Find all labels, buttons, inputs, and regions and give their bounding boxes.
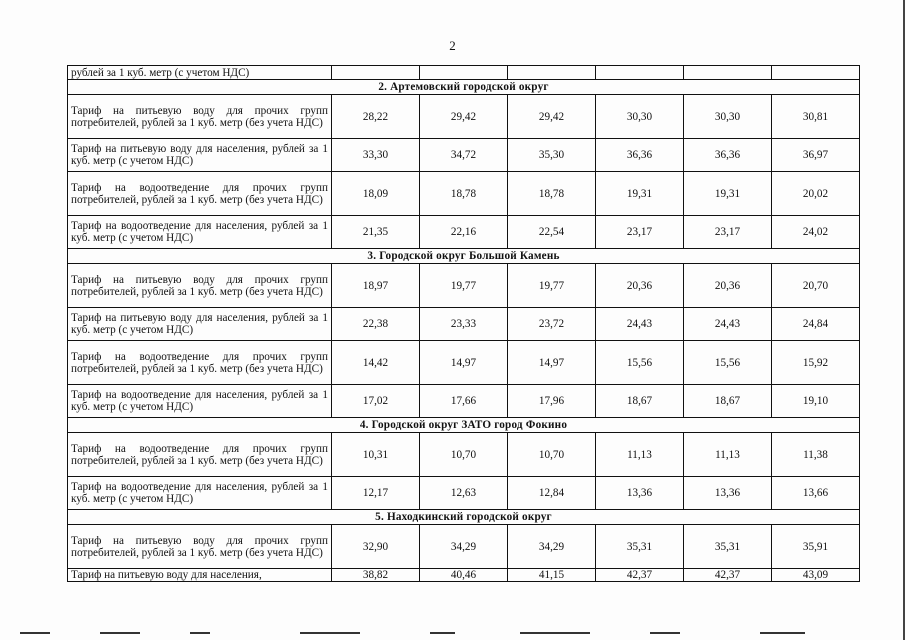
row-label: Тариф на питьевую воду для населения, xyxy=(68,569,332,582)
table-row xyxy=(68,385,860,418)
row-label: Тариф на питьевую воду для прочих групп потребителей, рублей за 1 куб. метр (без учета НДС) xyxy=(68,95,332,139)
empty-cell xyxy=(596,66,684,80)
table-row xyxy=(68,433,860,477)
tariff-value-cell: 15,56 xyxy=(596,341,684,385)
tariff-value-cell: 24,84 xyxy=(772,308,860,341)
row-label: Тариф на водоотведение для населения, рублей за 1 куб. метр (с учетом НДС) xyxy=(68,385,332,418)
tariff-value-cell: 24,43 xyxy=(684,308,772,341)
row-label: Тариф на водоотведение для прочих групп потребителей, рублей за 1 куб. метр (без учета НДС) xyxy=(68,433,332,477)
tariff-value-cell: 10,70 xyxy=(420,433,508,477)
tariff-value-cell: 24,02 xyxy=(772,216,860,249)
section-title: 3. Городской округ Большой Камень xyxy=(68,249,860,264)
section-header-row xyxy=(68,249,860,264)
row-label: Тариф на питьевую воду для прочих групп потребителей, рублей за 1 куб. метр (без учета НДС) xyxy=(68,264,332,308)
table-row xyxy=(68,264,860,308)
tariff-value-cell: 17,66 xyxy=(420,385,508,418)
tariff-value-cell: 22,38 xyxy=(332,308,420,341)
empty-cell xyxy=(332,66,420,80)
tariff-value-cell: 18,78 xyxy=(420,172,508,216)
tariff-value-cell: 34,72 xyxy=(420,139,508,172)
section-header-row xyxy=(68,510,860,525)
tariff-value-cell: 40,46 xyxy=(420,569,508,582)
tariff-value-cell: 23,17 xyxy=(596,216,684,249)
tariff-value-cell: 34,29 xyxy=(508,525,596,569)
section-title: 5. Находкинский городской округ xyxy=(68,510,860,525)
tariff-value-cell: 42,37 xyxy=(596,569,684,582)
tariff-value-cell: 13,36 xyxy=(596,477,684,510)
tariff-value-cell: 35,31 xyxy=(684,525,772,569)
tariff-value-cell: 22,54 xyxy=(508,216,596,249)
tariff-value-cell: 12,63 xyxy=(420,477,508,510)
tariff-value-cell: 18,97 xyxy=(332,264,420,308)
tariff-value-cell: 11,38 xyxy=(772,433,860,477)
tariff-value-cell: 20,36 xyxy=(596,264,684,308)
tariff-table xyxy=(67,65,860,582)
table-row xyxy=(68,477,860,510)
tariff-value-cell: 14,97 xyxy=(420,341,508,385)
tariff-value-cell: 42,37 xyxy=(684,569,772,582)
tariff-value-cell: 15,56 xyxy=(684,341,772,385)
tariff-value-cell: 36,36 xyxy=(684,139,772,172)
tariff-value-cell: 20,36 xyxy=(684,264,772,308)
empty-cell xyxy=(508,66,596,80)
row-label: Тариф на водоотведение для прочих групп потребителей, рублей за 1 куб. метр (без учета НДС) xyxy=(68,172,332,216)
page-number: 2 xyxy=(449,38,456,53)
tariff-value-cell: 20,70 xyxy=(772,264,860,308)
row-label: Тариф на питьевую воду для населения, рублей за 1 куб. метр (с учетом НДС) xyxy=(68,139,332,172)
tariff-value-cell: 35,91 xyxy=(772,525,860,569)
tariff-value-cell: 18,09 xyxy=(332,172,420,216)
tariff-value-cell: 29,42 xyxy=(420,95,508,139)
tariff-value-cell: 19,31 xyxy=(684,172,772,216)
tariff-value-cell: 32,90 xyxy=(332,525,420,569)
section-header-row xyxy=(68,80,860,95)
tariff-value-cell: 24,43 xyxy=(596,308,684,341)
table-row xyxy=(68,569,860,582)
tariff-value-cell: 29,42 xyxy=(508,95,596,139)
section-header-row xyxy=(68,418,860,433)
tariff-value-cell: 18,67 xyxy=(596,385,684,418)
tariff-value-cell: 19,77 xyxy=(508,264,596,308)
tariff-value-cell: 14,97 xyxy=(508,341,596,385)
tariff-value-cell: 21,35 xyxy=(332,216,420,249)
empty-cell xyxy=(420,66,508,80)
tariff-value-cell: 35,31 xyxy=(596,525,684,569)
row-label: Тариф на питьевую воду для населения, рублей за 1 куб. метр (с учетом НДС) xyxy=(68,308,332,341)
tariff-value-cell: 12,17 xyxy=(332,477,420,510)
tariff-value-cell: 17,02 xyxy=(332,385,420,418)
row-label: Тариф на водоотведение для населения, рублей за 1 куб. метр (с учетом НДС) xyxy=(68,477,332,510)
tariff-value-cell: 30,30 xyxy=(684,95,772,139)
tariff-value-cell: 11,13 xyxy=(684,433,772,477)
tariff-value-cell: 22,16 xyxy=(420,216,508,249)
table-row xyxy=(68,95,860,139)
table-row xyxy=(68,341,860,385)
tariff-value-cell: 23,33 xyxy=(420,308,508,341)
tariff-value-cell: 10,31 xyxy=(332,433,420,477)
tariff-value-cell: 17,96 xyxy=(508,385,596,418)
tariff-value-cell: 28,22 xyxy=(332,95,420,139)
scan-edge-marks xyxy=(0,632,905,636)
tariff-value-cell: 38,82 xyxy=(332,569,420,582)
tariff-value-cell: 23,72 xyxy=(508,308,596,341)
empty-cell xyxy=(684,66,772,80)
tariff-value-cell: 12,84 xyxy=(508,477,596,510)
table-row xyxy=(68,308,860,341)
row-label: рублей за 1 куб. метр (с учетом НДС) xyxy=(68,66,332,80)
tariff-value-cell: 36,36 xyxy=(596,139,684,172)
tariff-value-cell: 15,92 xyxy=(772,341,860,385)
tariff-value-cell: 10,70 xyxy=(508,433,596,477)
tariff-value-cell: 34,29 xyxy=(420,525,508,569)
table-row xyxy=(68,172,860,216)
tariff-value-cell: 35,30 xyxy=(508,139,596,172)
section-title: 4. Городской округ ЗАТО город Фокино xyxy=(68,418,860,433)
empty-cell xyxy=(772,66,860,80)
tariff-value-cell: 19,10 xyxy=(772,385,860,418)
table-row xyxy=(68,139,860,172)
tariff-value-cell: 19,77 xyxy=(420,264,508,308)
tariff-value-cell: 18,78 xyxy=(508,172,596,216)
tariff-value-cell: 20,02 xyxy=(772,172,860,216)
row-label: Тариф на водоотведение для прочих групп потребителей, рублей за 1 куб. метр (без учета НДС) xyxy=(68,341,332,385)
tariff-value-cell: 43,09 xyxy=(772,569,860,582)
tariff-value-cell: 30,81 xyxy=(772,95,860,139)
tariff-value-cell: 11,13 xyxy=(596,433,684,477)
tariff-value-cell: 33,30 xyxy=(332,139,420,172)
tariff-value-cell: 19,31 xyxy=(596,172,684,216)
row-label: Тариф на питьевую воду для прочих групп потребителей, рублей за 1 куб. метр (без учета НДС) xyxy=(68,525,332,569)
row-label: Тариф на водоотведение для населения, рублей за 1 куб. метр (с учетом НДС) xyxy=(68,216,332,249)
tariff-value-cell: 14,42 xyxy=(332,341,420,385)
tariff-value-cell: 36,97 xyxy=(772,139,860,172)
section-title: 2. Артемовский городской округ xyxy=(68,80,860,95)
tariff-value-cell: 13,66 xyxy=(772,477,860,510)
table-row xyxy=(68,525,860,569)
tariff-value-cell: 30,30 xyxy=(596,95,684,139)
tariff-value-cell: 18,67 xyxy=(684,385,772,418)
tariff-value-cell: 13,36 xyxy=(684,477,772,510)
tariff-table-body xyxy=(68,66,860,582)
table-row-continuation xyxy=(68,66,860,80)
table-row xyxy=(68,216,860,249)
tariff-value-cell: 41,15 xyxy=(508,569,596,582)
tariff-value-cell: 23,17 xyxy=(684,216,772,249)
